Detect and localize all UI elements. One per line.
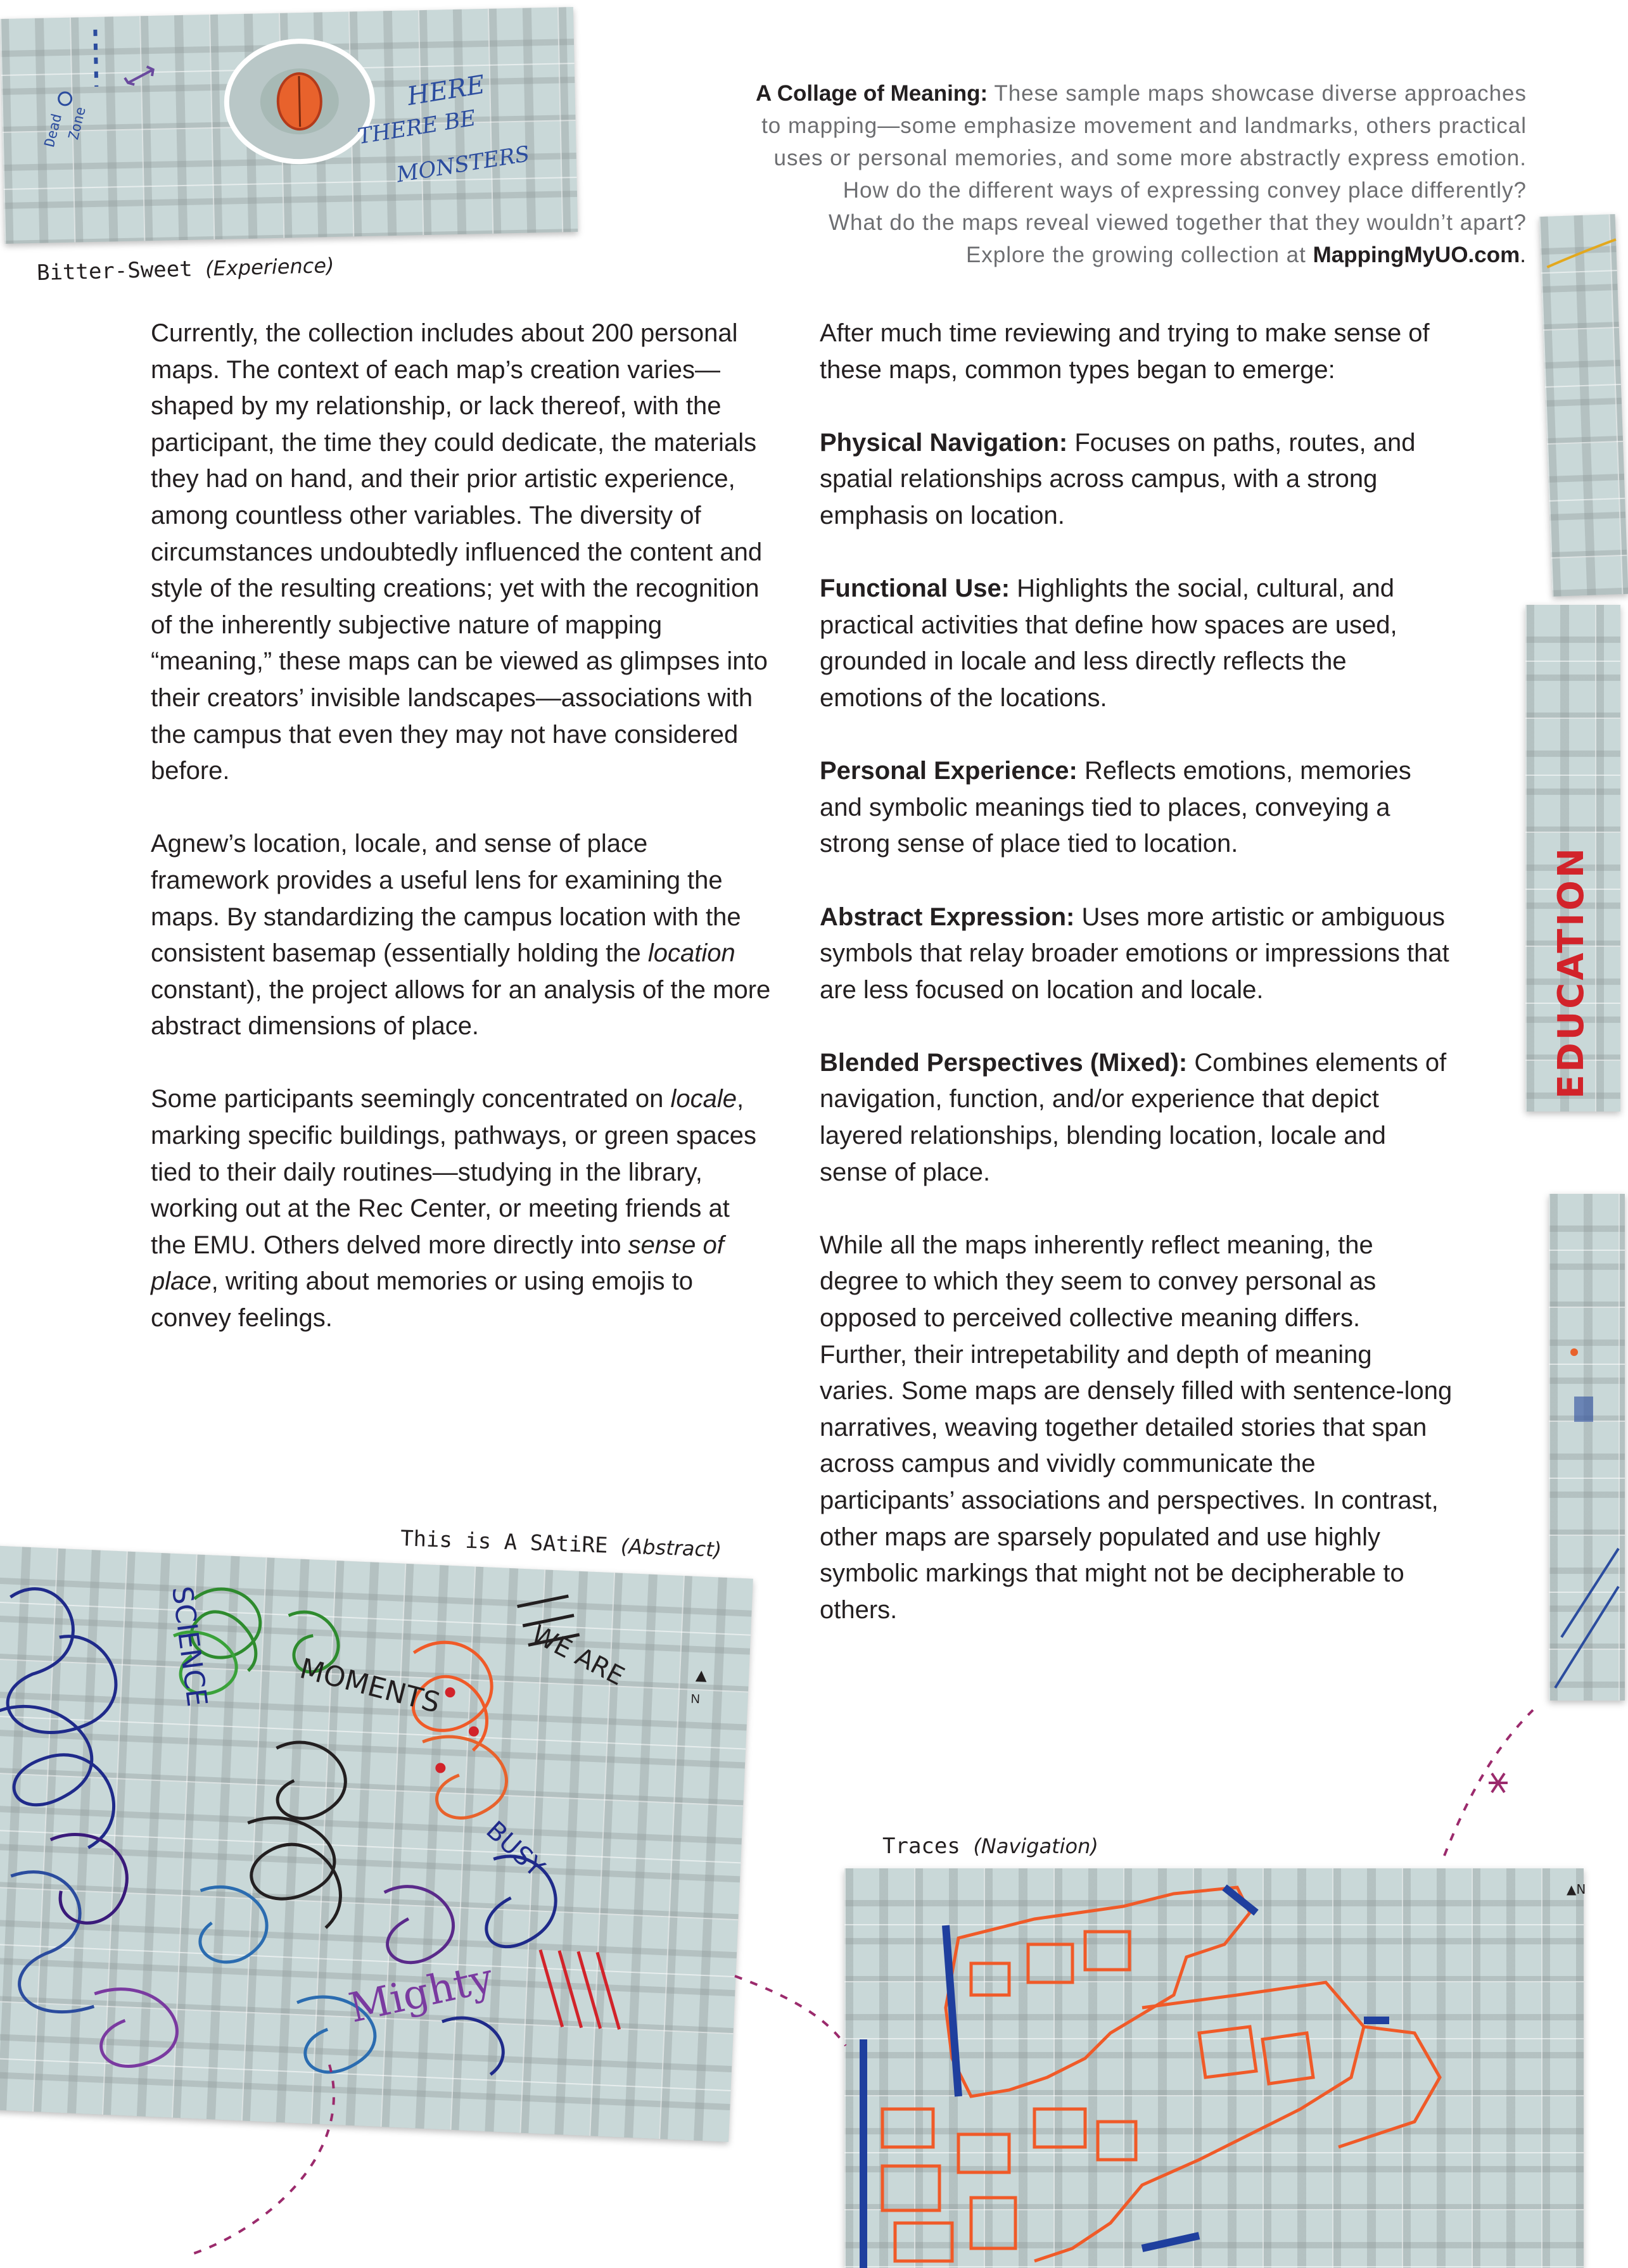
type-physical-navigation [820, 425, 1453, 535]
star-marker-icon [1489, 1773, 1508, 1792]
type-name: Physical Navigation: [820, 428, 1068, 457]
annotation-we-are: WE ARE [526, 1619, 629, 1692]
intro-lead: These sample maps showcase diverse approaches [994, 81, 1527, 106]
right-top-drawing [1539, 214, 1628, 597]
satire-scribbles [0, 1545, 753, 2142]
type-personal-experience [820, 753, 1453, 863]
type-name: Personal Experience: [820, 757, 1078, 785]
caption-traces-title: Traces [882, 1834, 960, 1859]
caption-satire [400, 1526, 722, 1562]
bitter-sweet-drawing [0, 7, 578, 244]
type-blended-perspectives [820, 1045, 1453, 1191]
north-arrow-icon: ▲ N [690, 1664, 711, 1707]
left-paragraph-2 [151, 826, 772, 1045]
connector-satire-traces [735, 1976, 846, 2046]
type-name: Blended Perspectives (Mixed): [820, 1048, 1188, 1077]
caption-traces [882, 1834, 1098, 1859]
explore-prefix: Explore the growing collection at [965, 243, 1306, 267]
right-column [820, 315, 1453, 1665]
type-text: Focuses on paths, routes, and spatial relationships across campus, with a strong emphasis on location. [820, 428, 1416, 529]
annotation-education: EDUCATION [1551, 846, 1592, 1099]
intro-heading: A Collage of Meaning: [756, 81, 988, 106]
right-bottom-drawing [1549, 1194, 1625, 1701]
left-paragraph-1: Currently, the collection includes about 200 personal maps. The context of each map’s creation varies—shaped by my relationship, or lack thereof, with the participant, the time they could dedicate, the materials they had on hand, and their prior artistic experience, among countless other variables. The diversity of circumstances undoubtedly influenced the content and style of the resulting creations; yet with the recognition of the inherently subjective nature of mapping “meaning,” these maps can be viewed as glimpses into their creators’ invisible landscapes—associations with the campus that even they may not have considered before. [151, 319, 768, 785]
intro-line-1 [608, 77, 1527, 110]
intro-line-3: uses or personal memories, and some more abstractly express emotion. [773, 146, 1527, 170]
type-functional-use [820, 571, 1453, 716]
caption-satire-title: This is A SAtiRE [400, 1526, 609, 1559]
annotation-zone: Zone [65, 105, 89, 142]
type-name: Abstract Expression: [820, 903, 1075, 931]
annotation-mighty: Mighty [345, 1954, 498, 2032]
left-p3-c: , writing about memories or using emojis to convey feelings. [151, 1267, 693, 1333]
traces-drawing [844, 1868, 1584, 2268]
left-column [151, 315, 772, 1373]
left-p3-em2: sense of place [151, 1231, 724, 1296]
caption-satire-kind: (Abstract) [620, 1534, 722, 1562]
north-arrow-icon: ▲N [1567, 1882, 1586, 1897]
type-text: Combines elements of navigation, function, and/or experience that depict layered relationships, blending location, locale and sense of place. [820, 1048, 1447, 1186]
explore-suffix: . [1520, 243, 1527, 267]
intro-line-4: How do the different ways of expressing convey place differently? [843, 178, 1527, 203]
left-p3-b: , marking specific buildings, pathways, or green spaces tied to their daily routines—studying in the library, working out at the Rec Center, or meeting friends at the EMU. Others delved more directly into [151, 1085, 757, 1259]
map-right-top [1539, 214, 1628, 597]
map-satire [0, 1545, 753, 2142]
mappingmyuo-link[interactable]: MappingMyUO.com [1313, 243, 1520, 267]
intro-line-2: to mapping—some emphasize movement and landmarks, others practical [761, 113, 1527, 138]
intro-line-6 [608, 239, 1527, 271]
caption-traces-kind: (Navigation) [973, 1834, 1098, 1858]
map-education [1525, 605, 1620, 1112]
map-right-bottom [1549, 1194, 1625, 1701]
type-name: Functional Use: [820, 574, 1010, 603]
caption-bitter-sweet-title: Bitter-Sweet [36, 256, 193, 286]
type-abstract-expression [820, 899, 1453, 1009]
annotation-science: SCIENCE [165, 1584, 213, 1709]
intro-block [608, 77, 1527, 271]
left-paragraph-3 [151, 1081, 772, 1336]
map-bitter-sweet [0, 7, 578, 244]
type-text: Highlights the social, cultural, and practical activities that define how spaces are used, grounded in locale and less directly reflects the emotions of the locations. [820, 574, 1397, 712]
right-closing: While all the maps inherently reflect meaning, the degree to which they seem to convey personal as opposed to perceived collective meaning differs. Further, their intrepetability and depth of meaning varies. Some maps are densely filled with sentence-long narratives, weaving together detailed stories that span across campus and vividly communicate the participants’ associations and perspectives. In contrast, other maps are sparsely populated and use highly symbolic markings that might not be decipherable to others. [820, 1231, 1453, 1624]
annotation-dead: Dead [42, 112, 66, 149]
left-p3-a: Some participants seemingly concentrated on [151, 1085, 671, 1113]
annotation-there-be: THERE BE [355, 105, 478, 150]
type-text: Reflects emotions, memories and symbolic meanings tied to places, conveying a strong sense of place tied to location. [820, 757, 1411, 858]
left-p2-b: constant), the project allows for an analysis of the more abstract dimensions of place. [151, 975, 771, 1041]
map-traces [844, 1868, 1584, 2268]
annotation-busy: BUSY [480, 1815, 550, 1883]
caption-bitter-sweet [37, 253, 334, 286]
caption-bitter-sweet-kind: (Experience) [205, 253, 334, 281]
annotation-moments: MOMENTS [296, 1652, 443, 1720]
left-p2-em: location [647, 939, 735, 968]
right-intro: After much time reviewing and trying to make sense of these maps, common types began to emerge: [820, 319, 1430, 384]
left-p3-em1: locale [670, 1085, 737, 1113]
left-p2-a: Agnew’s location, locale, and sense of place framework provides a useful lens for examining the maps. By standardizing the campus location with the consistent basemap (essentially holding the [151, 830, 741, 968]
annotation-here: HERE [405, 70, 487, 111]
annotation-monsters: MONSTERS [395, 141, 531, 188]
connector-traces-right [1444, 1710, 1533, 1856]
type-text: Uses more artistic or ambiguous symbols that relay broader emotions or impressions that are less focused on location and locale. [820, 903, 1449, 1004]
intro-line-5: What do the maps reveal viewed together that they wouldn’t apart? [829, 210, 1527, 235]
